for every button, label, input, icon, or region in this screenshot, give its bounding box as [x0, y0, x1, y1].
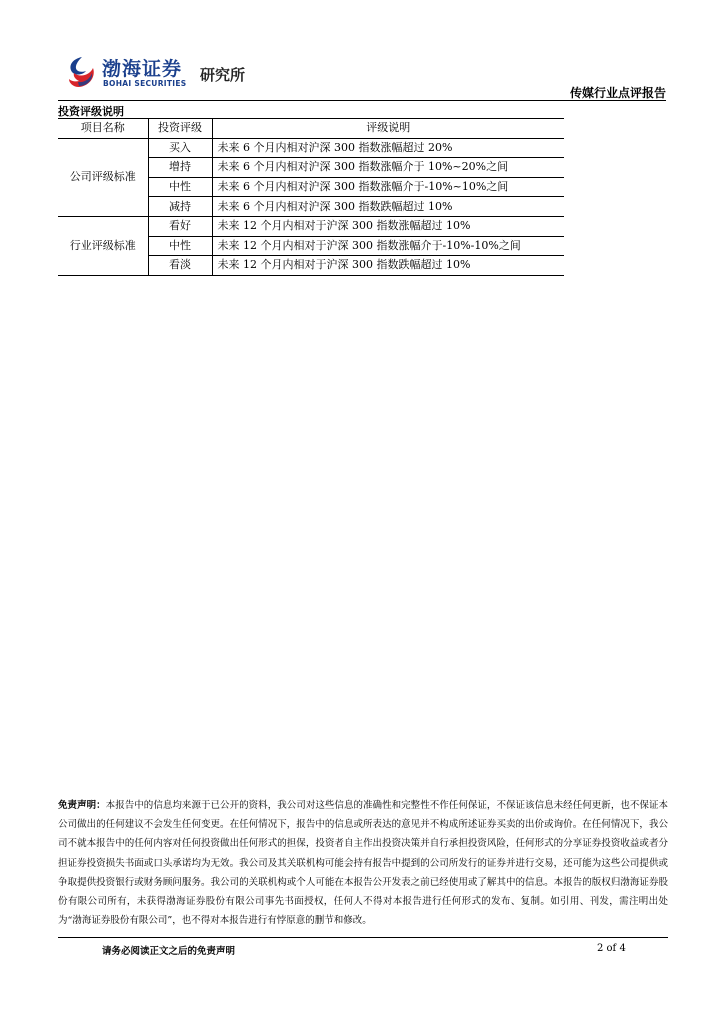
category-company: 公司评级标准 — [58, 138, 148, 216]
footer-note: 请务必阅读正文之后的免责声明 — [102, 946, 236, 957]
logo-english-name: BOHAI SECURITIES — [103, 79, 187, 88]
description-cell: 未来 12 个月内相对于沪深 300 指数涨幅介于-10%-10%之间 — [212, 236, 564, 256]
table-header-row — [58, 119, 564, 139]
header-investment-rating: 投资评级 — [148, 119, 212, 139]
description-cell: 未来 6 个月内相对沪深 300 指数跌幅超过 10% — [212, 197, 564, 217]
logo-chinese-name: 渤海证券 — [102, 58, 183, 80]
rating-cell: 看淡 — [148, 256, 212, 276]
rating-cell: 中性 — [148, 236, 212, 256]
disclaimer — [58, 796, 668, 930]
table-row — [58, 138, 564, 158]
bohai-securities-logo — [64, 54, 264, 94]
report-type: 传媒行业点评报告 — [569, 86, 666, 100]
rating-table — [58, 118, 564, 276]
disclaimer-label: 免责声明： — [58, 800, 106, 811]
rating-cell: 中性 — [148, 177, 212, 197]
rating-cell: 看好 — [148, 216, 212, 236]
header-project-name: 项目名称 — [58, 119, 148, 139]
header-rating-description: 评级说明 — [212, 119, 564, 139]
bohai-logo-mark-icon — [66, 56, 98, 90]
rating-cell: 增持 — [148, 158, 212, 178]
description-cell: 未来 12 个月内相对于沪深 300 指数跌幅超过 10% — [212, 256, 564, 276]
institute-label: 研究所 — [200, 66, 246, 84]
table-row — [58, 216, 564, 236]
page-number: 2 of 4 — [597, 943, 626, 954]
description-cell: 未来 12 个月内相对于沪深 300 指数涨幅超过 10% — [212, 216, 564, 236]
footer-divider — [58, 937, 668, 938]
header-divider — [58, 100, 666, 101]
description-cell: 未来 6 个月内相对沪深 300 指数涨幅介于-10%~10%之间 — [212, 177, 564, 197]
category-industry: 行业评级标准 — [58, 216, 148, 275]
rating-section-title: 投资评级说明 — [58, 105, 124, 118]
description-cell: 未来 6 个月内相对沪深 300 指数涨幅超过 20% — [212, 138, 564, 158]
rating-cell: 减持 — [148, 197, 212, 217]
disclaimer-text: 本报告中的信息均来源于已公开的资料，我公司对这些信息的准确性和完整性不作任何保证，不保证该信息未经任何更新，也不保证本公司做出的任何建议不会发生任何变更。在任何情况下，报告中的信息或所表达的意见并不构成所述证券买卖的出价或询价。在任何情况下，我公司不就本报告中的任何内容对任何投资做出任何形式的担保，投资者自主作出投资决策并自行承担投资风险，任何形式的分享证券投资收益或者分担证券投资损失书面或口头承诺均为无效。我公司及其关联机构可能会持有报告中提到的公司所发行的证券并进行交易，还可能为这些公司提供或争取提供投资银行或财务顾问服务。我公司的关联机构或个人可能在本报告公开发表之前已经使用或了解其中的信息。本报告的版权归渤海证券股份有限公司所有，未获得渤海证券股份有限公司事先书面授权，任何人不得对本报告进行任何形式的发布、复制。如引用、刊发，需注明出处为“渤海证券股份有限公司”，也不得对本报告进行有悖原意的删节和修改。 — [58, 800, 668, 927]
description-cell: 未来 6 个月内相对沪深 300 指数涨幅介于 10%~20%之间 — [212, 158, 564, 178]
rating-cell: 买入 — [148, 138, 212, 158]
